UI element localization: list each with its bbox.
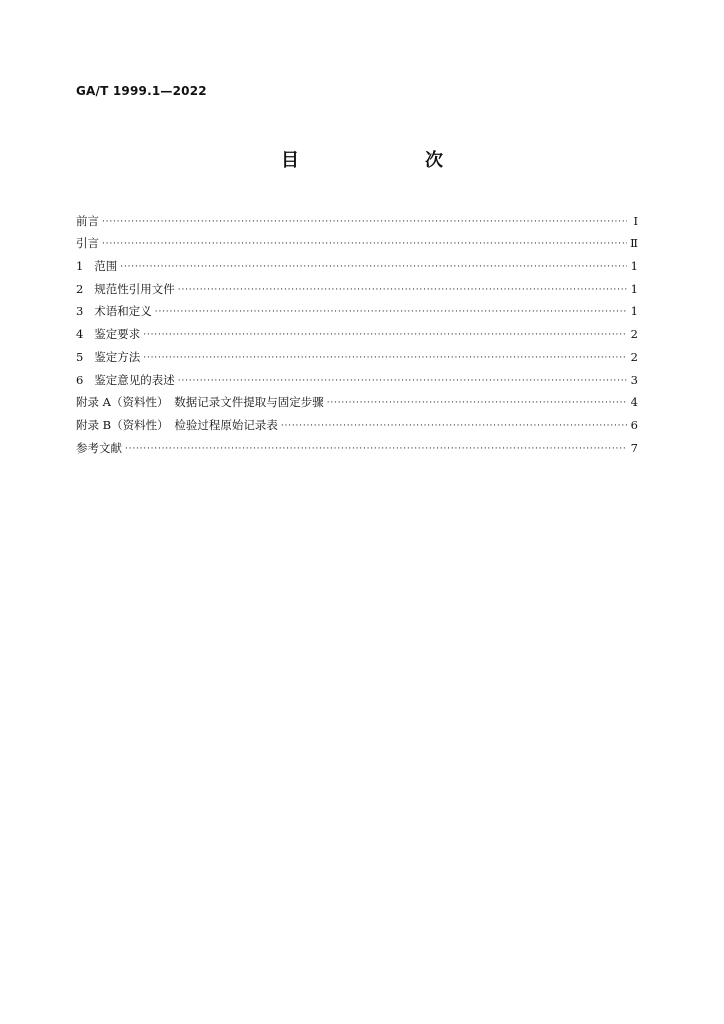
toc-entry-foreword[interactable] xyxy=(76,206,638,229)
toc-dot-leader xyxy=(125,442,627,456)
toc-entry-label: 鉴定要求 xyxy=(94,327,141,342)
toc-entry-methods[interactable] xyxy=(76,342,638,365)
toc-entry-number: 4 xyxy=(76,327,84,342)
toc-entry-label: 鉴定方法 xyxy=(94,349,141,364)
toc-entry-label: 引言 xyxy=(76,236,99,251)
toc-entry-appendix-a[interactable] xyxy=(76,388,638,411)
toc-entry-label: 参考文献 xyxy=(76,440,122,455)
standard-code: GA/T 1999.1—2022 xyxy=(76,84,207,98)
toc-entry-label: 范围 xyxy=(94,259,118,274)
toc-dot-leader xyxy=(327,396,627,410)
toc-entry-label: 术语和定义 xyxy=(94,304,152,319)
toc-entry-opinion-expression[interactable] xyxy=(76,365,638,388)
toc-entry-terms-definitions[interactable] xyxy=(76,297,638,320)
toc-page-number: 1 xyxy=(630,281,638,296)
toc-page-number: 6 xyxy=(630,417,638,432)
toc-entry-number: 3 xyxy=(76,304,84,319)
toc-page-number: 2 xyxy=(630,349,638,364)
toc-entry-label: 附录 B（资料性） 检验过程原始记录表 xyxy=(76,417,278,432)
toc-entry-number: 1 xyxy=(76,259,84,274)
toc-page-number: 1 xyxy=(630,259,638,274)
toc-entry-label: 规范性引用文件 xyxy=(94,281,175,296)
toc-dot-leader xyxy=(102,237,627,251)
toc-entry-label: 鉴定意见的表述 xyxy=(94,372,175,387)
toc-dot-leader xyxy=(155,305,627,319)
toc-page-number: 1 xyxy=(630,304,638,319)
toc-dot-leader xyxy=(120,260,627,274)
toc-page-number: Ⅰ xyxy=(633,213,638,228)
table-of-contents xyxy=(76,206,638,456)
toc-entry-requirements[interactable] xyxy=(76,319,638,342)
toc-page-number: 4 xyxy=(630,395,638,410)
toc-entry-normative-references[interactable] xyxy=(76,274,638,297)
toc-dot-leader xyxy=(102,215,627,229)
toc-dot-leader xyxy=(281,419,627,433)
toc-dot-leader xyxy=(178,283,627,297)
toc-entry-label: 前言 xyxy=(76,213,99,228)
toc-entry-appendix-b[interactable] xyxy=(76,410,638,433)
toc-entry-number: 2 xyxy=(76,281,84,296)
toc-entry-scope[interactable] xyxy=(76,251,638,274)
page-title: 目 次 xyxy=(281,150,473,171)
toc-entry-label: 附录 A（资料性） 数据记录文件提取与固定步骤 xyxy=(76,395,324,410)
toc-entry-number: 6 xyxy=(76,372,84,387)
toc-page-number: 2 xyxy=(630,327,638,342)
toc-entry-bibliography[interactable] xyxy=(76,433,638,456)
toc-entry-introduction[interactable] xyxy=(76,229,638,252)
toc-page-number: 3 xyxy=(630,372,638,387)
toc-dot-leader xyxy=(143,328,627,342)
toc-dot-leader xyxy=(143,351,627,365)
toc-dot-leader xyxy=(178,374,627,388)
toc-entry-number: 5 xyxy=(76,349,84,364)
toc-page-number: 7 xyxy=(630,440,638,455)
toc-page-number: Ⅱ xyxy=(630,236,638,251)
